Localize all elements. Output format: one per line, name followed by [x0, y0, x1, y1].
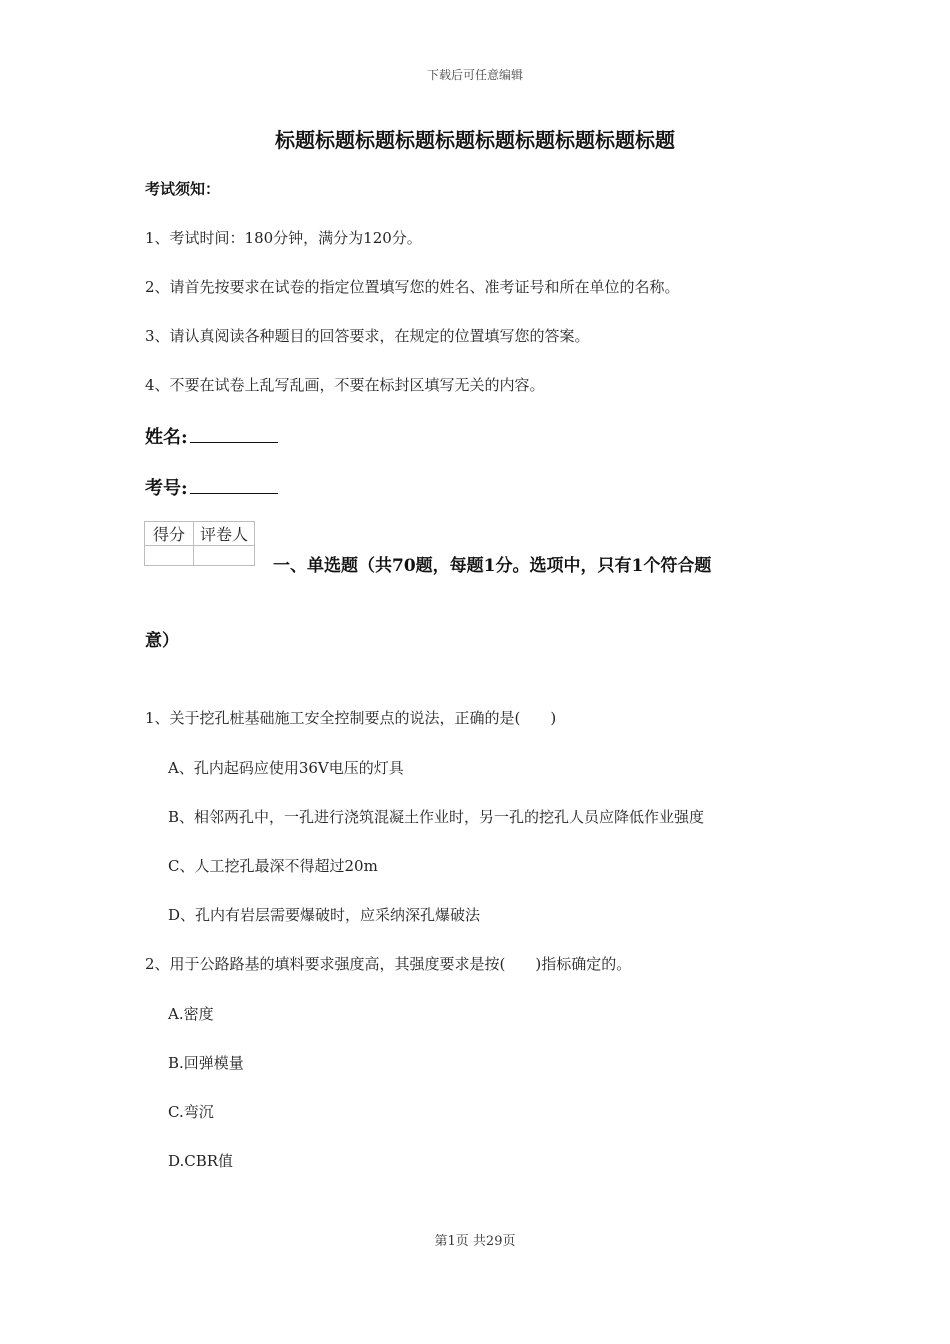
score-table	[144, 521, 255, 566]
section-title: 一、单选题（共70题，每题1分。选项中，只有1个符合题	[273, 556, 712, 576]
notice-item: 3、请认真阅读各种题目的回答要求，在规定的位置填写您的答案。	[145, 327, 590, 345]
exam-number-blank-line[interactable]	[190, 475, 278, 494]
name-blank-line[interactable]	[190, 424, 278, 443]
page-footer: 第1页 共29页	[434, 1234, 516, 1249]
question-option: D.CBR值	[168, 1152, 234, 1170]
question-option: A.密度	[168, 1005, 214, 1023]
question-option: C.弯沉	[168, 1103, 214, 1121]
document-title: 标题标题标题标题标题标题标题标题标题标题	[275, 128, 675, 152]
question-option: A、孔内起码应使用36V电压的灯具	[168, 759, 404, 777]
section-title-continued: 意）	[145, 631, 179, 651]
question-stem: 2、用于公路路基的填料要求强度高，其强度要求是按( )指标确定的。	[145, 955, 632, 973]
notice-heading: 考试须知：	[145, 180, 221, 198]
notice-item: 4、不要在试卷上乱写乱画，不要在标封区填写无关的内容。	[145, 376, 545, 394]
name-field	[145, 423, 278, 449]
grader-header: 评卷人	[194, 522, 255, 546]
score-cell[interactable]	[145, 546, 194, 566]
question-stem: 1、关于挖孔桩基础施工安全控制要点的说法，正确的是( )	[145, 709, 557, 727]
exam-number-field	[145, 474, 278, 500]
grader-cell[interactable]	[194, 546, 255, 566]
header-note: 下载后可任意编辑	[426, 68, 523, 82]
score-header: 得分	[145, 522, 194, 546]
question-option: B.回弹模量	[168, 1054, 244, 1072]
notice-item: 2、请首先按要求在试卷的指定位置填写您的姓名、准考证号和所在单位的名称。	[145, 278, 680, 296]
question-option: B、相邻两孔中，一孔进行浇筑混凝土作业时，另一孔的挖孔人员应降低作业强度	[168, 808, 705, 826]
question-option: D、孔内有岩层需要爆破时，应采纳深孔爆破法	[168, 906, 481, 924]
question-option: C、人工挖孔最深不得超过20m	[168, 857, 378, 875]
notice-item: 1、考试时间：180分钟，满分为120分。	[145, 229, 422, 247]
exam-number-label: 考号:	[145, 478, 188, 499]
name-label: 姓名:	[145, 427, 188, 448]
